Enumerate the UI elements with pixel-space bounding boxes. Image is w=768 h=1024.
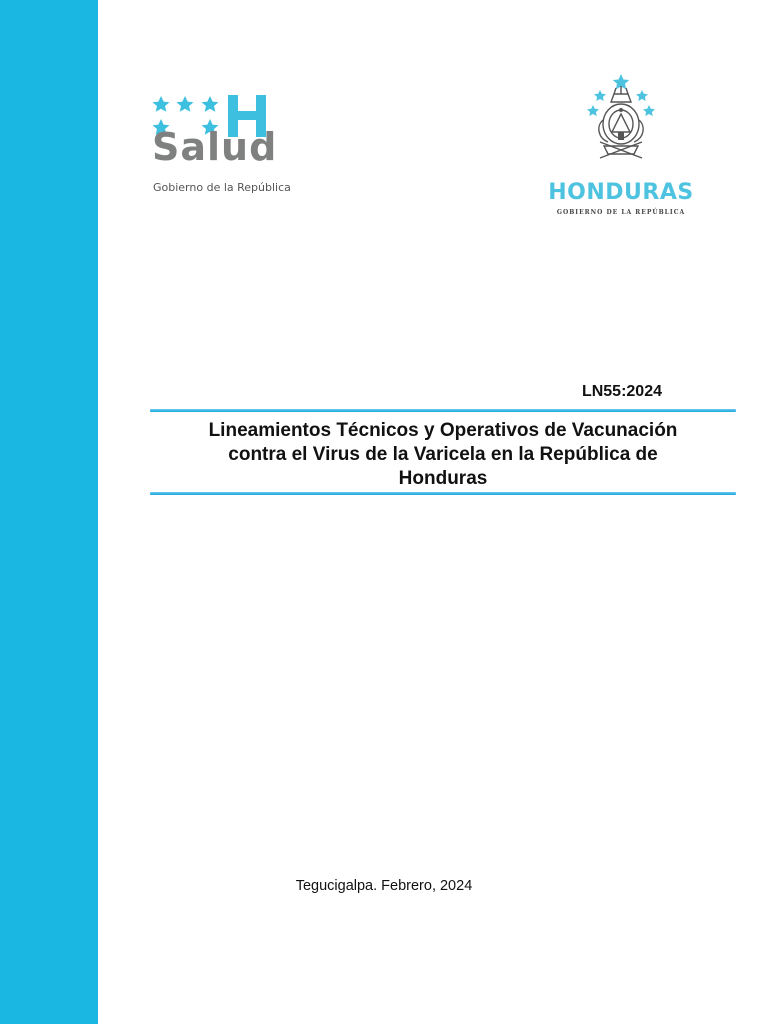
title-rule-top: [150, 409, 736, 412]
title-line: contra el Virus de la Varicela en la República de: [228, 444, 658, 465]
honduras-subtitle: GOBIERNO DE LA REPÚBLICA: [556, 209, 686, 216]
star-icon: [153, 96, 170, 112]
title-line: Lineamientos Técnicos y Operativos de Vacunación: [208, 420, 678, 441]
title-line: Honduras: [398, 468, 488, 489]
place-and-date: Tegucigalpa. Febrero, 2024: [295, 878, 473, 894]
star-icon: [202, 96, 219, 112]
star-icon: [177, 96, 194, 112]
document-title: [150, 419, 736, 491]
document-code: LN55:2024: [581, 383, 662, 400]
title-rule-bottom: [150, 492, 736, 495]
honduras-logo: [548, 72, 694, 222]
salud-logo: [150, 92, 300, 202]
side-color-band: [0, 0, 98, 1024]
honduras-wordmark: HONDURAS: [548, 180, 694, 205]
salud-subtitle: Gobierno de la República: [153, 181, 291, 194]
coat-of-arms-icon: [548, 72, 694, 180]
salud-wordmark: Salud: [152, 125, 278, 169]
